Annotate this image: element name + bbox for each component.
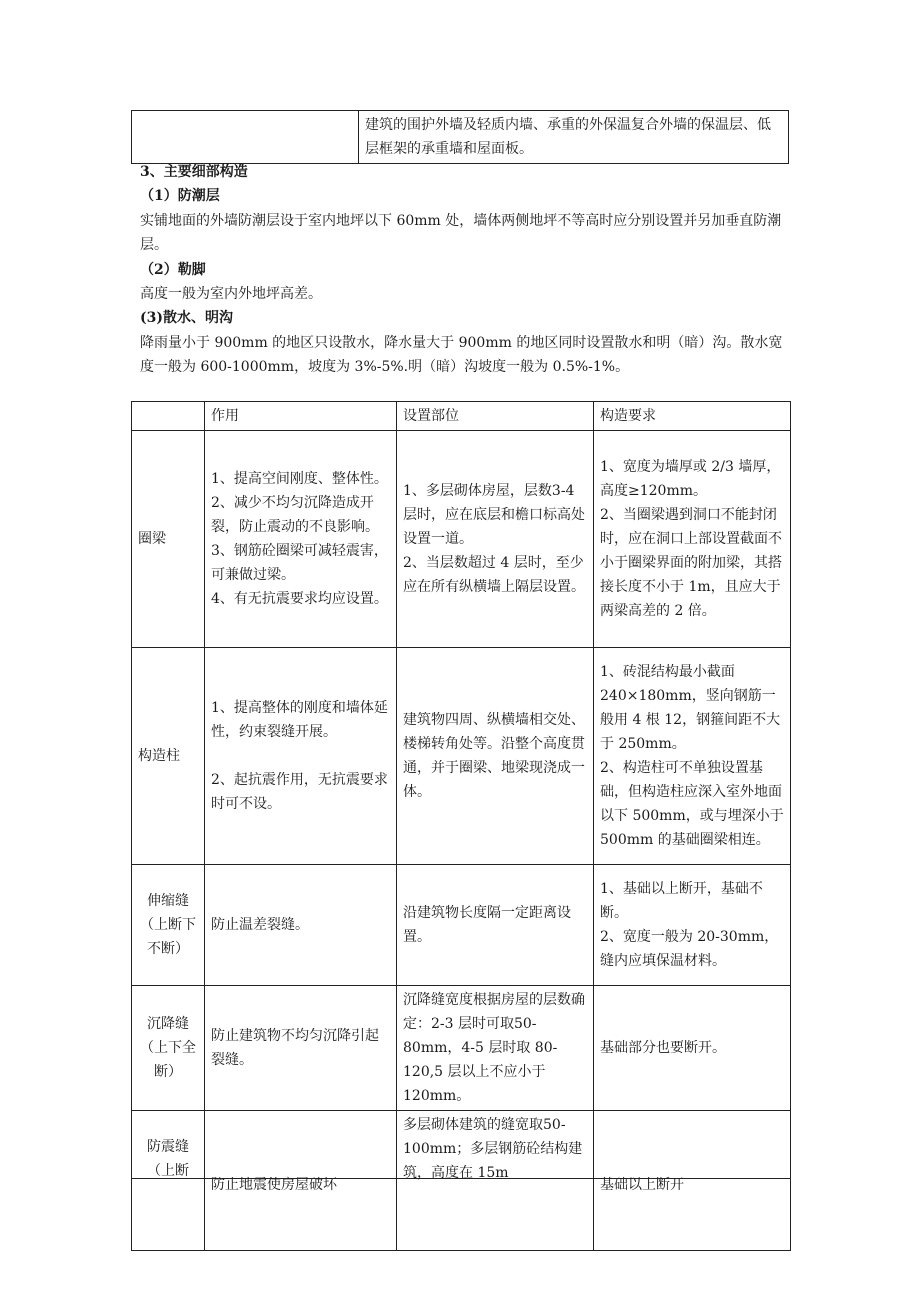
row-name: 伸缩缝（上断下不断） (132, 865, 205, 986)
paragraph-plinth: 高度一般为室内外地坪高差。 (140, 286, 322, 302)
cell-line: 1、宽度为墙厚或 2/3 墙厚，高度≥120mm。 (600, 459, 781, 499)
cell-gap (211, 744, 390, 768)
paragraph-drainage: 降雨量小于 900mm 的地区只设散水，降水量大于 900mm 的地区同时设置散水和明（暗）沟。散水宽度一般为 600-1000mm，坡度为 3%-5%.明（暗）沟坡度一般为 0.5%-1%。 (140, 335, 783, 375)
table-cut-edge (131, 1178, 791, 1179)
subheading-damp-proof: （1）防潮层 (140, 188, 220, 204)
row-requirement (594, 431, 791, 648)
subheading-plinth: （2）勒脚 (140, 262, 206, 278)
table-row (132, 1111, 791, 1251)
cell-line: 2、当层数超过 4 层时，至少应在所有纵横墙上隔层设置。 (403, 555, 585, 595)
subheading-drainage: (3)散水、明沟 (140, 310, 233, 326)
row-name: 沉降缝（上下全断） (132, 986, 205, 1111)
row-requirement: 基础以上断开 (594, 1111, 791, 1251)
table-cell: 建筑的围护外墙及轻质内墙、承重的外保温复合外墙的保温层、低层框架的承重墙和屋面板。 (359, 111, 789, 164)
header-requirement: 构造要求 (594, 402, 791, 431)
cell-line: 3、钢筋砼圈梁可减轻震害，可兼做过梁。 (211, 543, 388, 583)
row-name: 防震缝（上断 (132, 1111, 205, 1251)
cell-line: 1、提高空间刚度、整体性。 (211, 471, 388, 487)
cell-line: 2、起抗震作用，无抗震要求时可不设。 (211, 772, 388, 812)
row-name: 构造柱 (132, 648, 205, 865)
cell-line: 2、宽度一般为 20-30mm，缝内应填保温材料。 (600, 929, 779, 969)
row-function: 防止建筑物不均匀沉降引起裂缝。 (205, 986, 397, 1111)
row-requirement (594, 865, 791, 986)
header-empty (132, 402, 205, 431)
construction-table (131, 401, 791, 1251)
row-location: 多层砌体建筑的缝宽取50-100mm；多层钢筋砼结构建筑，高度在 15m (397, 1111, 594, 1251)
row-location: 建筑物四周、纵横墙相交处、楼梯转角处等。沿整个高度贯通，并于圈梁、地梁现浇成一体。 (397, 648, 594, 865)
row-name: 圈梁 (132, 431, 205, 648)
cell-line: 2、构造柱可不单独设置基础，但构造柱应深入室外地面以下 500mm，或与埋深小于 500mm 的基础圈梁相连。 (600, 760, 784, 848)
header-row (132, 402, 791, 431)
table-row (132, 865, 791, 986)
header-location: 设置部位 (397, 402, 594, 431)
cell-line: 2、当圈梁遇到洞口不能封闭时，应在洞口上部设置截面不小于圈梁界面的附加梁，其搭接长度不小于 1m，且应大于两梁高差的 2 倍。 (600, 507, 782, 619)
cell-line: 1、砖混结构最小截面240×180mm，竖向钢筋一般用 4 根 12，钢箍间距不大于 250mm。 (600, 664, 781, 752)
table-row (132, 648, 791, 865)
cell-line: 1、基础以上断开，基础不断。 (600, 881, 763, 921)
row-requirement (594, 648, 791, 865)
cell-line: 2、减少不均匀沉降造成开裂，防止震动的不良影响。 (211, 495, 379, 535)
previous-table-tail (131, 110, 789, 164)
cell-line: 4、有无抗震要求均应设置。 (211, 591, 388, 607)
cell-line: 1、多层砌体房屋，层数3-4 层时，应在底层和檐口标高处设置一道。 (403, 483, 585, 547)
row-function (205, 431, 397, 648)
table-row (132, 111, 789, 164)
empty-cell (132, 111, 359, 164)
row-location: 沿建筑物长度隔一定距离设置。 (397, 865, 594, 986)
construction-table-wrap (131, 401, 791, 1193)
section-heading: 3、主要细部构造 (140, 164, 248, 180)
row-location: 沉降缝宽度根据房屋的层数确定：2-3 层时可取50-80mm，4-5 层时取 80-120,5 层以上不应小于120mm。 (397, 986, 594, 1111)
row-function: 防止地震使房屋破坏 (205, 1111, 397, 1251)
header-function: 作用 (205, 402, 397, 431)
row-function: 防止温差裂缝。 (205, 865, 397, 986)
table-row (132, 431, 791, 648)
table-row (132, 986, 791, 1111)
paragraph-damp-proof: 实铺地面的外墙防潮层设于室内地坪以下 60mm 处，墙体两侧地坪不等高时应分别设置并另加垂直防潮层。 (140, 213, 782, 253)
row-function (205, 648, 397, 865)
cell-line: 1、提高整体的刚度和墙体延性，约束裂缝开展。 (211, 700, 388, 740)
row-requirement: 基础部分也要断开。 (594, 986, 791, 1111)
row-location (397, 431, 594, 648)
